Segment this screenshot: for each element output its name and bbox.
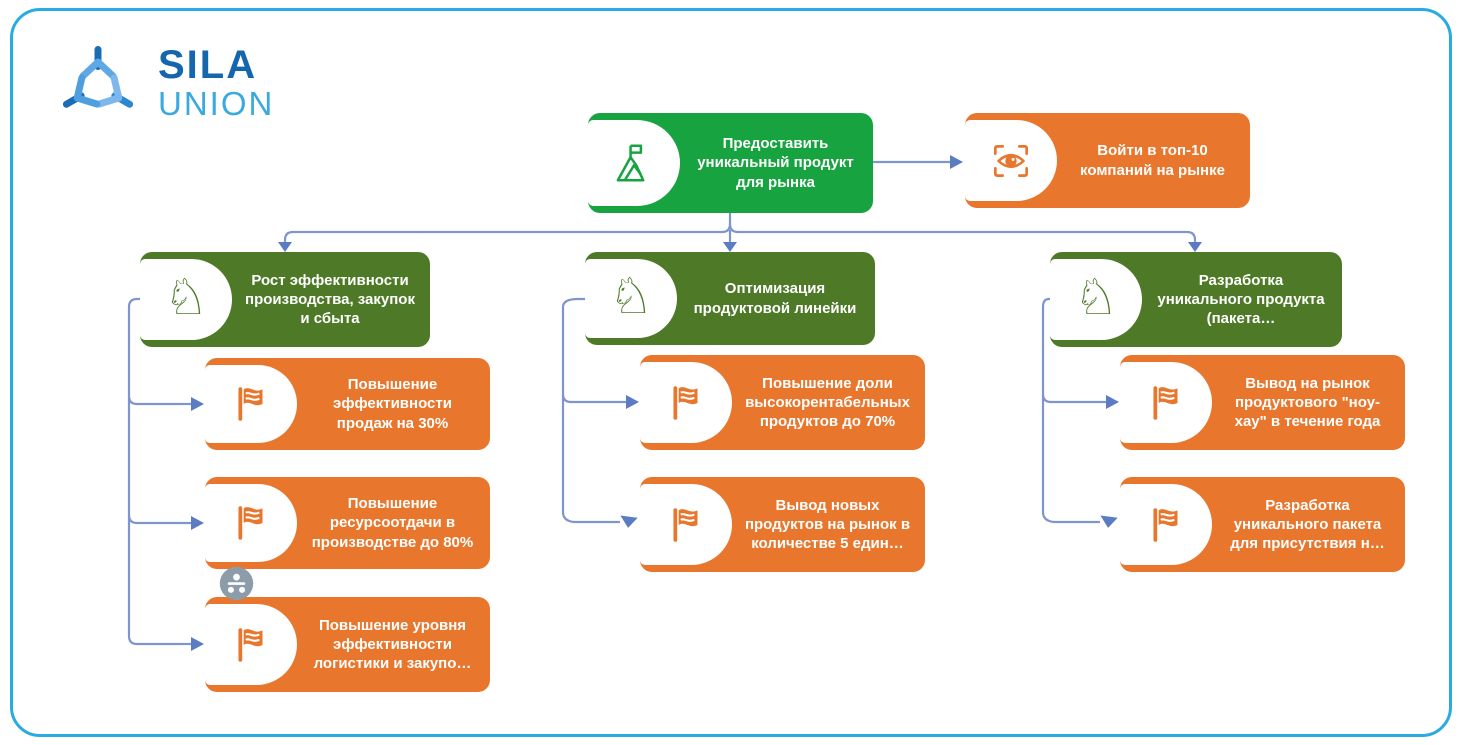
goal-node[interactable] xyxy=(205,358,490,450)
node-icon-cap xyxy=(205,604,297,685)
goal-label: Вывод на рынок продуктового "ноу-хау" в течение года xyxy=(1234,374,1381,431)
goal-node[interactable] xyxy=(1120,355,1405,450)
goal-node[interactable] xyxy=(205,597,490,692)
node-icon-cap xyxy=(205,365,297,443)
mountain-flag-icon xyxy=(611,140,657,186)
goal-node[interactable] xyxy=(1120,477,1405,572)
strategy-label: Оптимизация продуктовой линейки xyxy=(693,280,857,317)
goal-label: Повышение эффективности продаж на 30% xyxy=(333,376,452,432)
vision-node[interactable] xyxy=(965,113,1250,208)
vision-label: Войти в топ-10 компаний на рынке xyxy=(1080,142,1225,179)
flag-icon xyxy=(228,500,274,546)
logo-text-sila: SILA xyxy=(158,42,258,87)
flag-icon xyxy=(228,622,274,668)
node-icon-cap xyxy=(588,120,680,206)
node-icon-cap xyxy=(585,259,677,338)
flag-icon xyxy=(228,381,274,427)
goal-node[interactable] xyxy=(205,477,490,569)
node-icon-cap xyxy=(1120,484,1212,565)
node-icon-cap xyxy=(205,484,297,562)
root-goal-node[interactable] xyxy=(588,113,873,213)
flag-icon xyxy=(1143,502,1189,548)
logo-text-union: UNION xyxy=(158,84,275,122)
decomposition-badge[interactable] xyxy=(219,566,254,601)
node-icon-cap xyxy=(965,120,1057,201)
node-icon-cap xyxy=(140,259,232,340)
knight-icon: ♘ xyxy=(608,267,654,325)
strategy-node-2[interactable] xyxy=(585,252,875,345)
goal-label: Вывод новых продуктов на рынок в количестве 5 един… xyxy=(744,496,911,553)
node-icon-cap xyxy=(1050,259,1142,340)
goal-label: Повышение ресурсоотдачи в производстве до 80% xyxy=(311,495,474,551)
root-goal-label: Предоставить уникальный продукт для рынка xyxy=(697,135,854,191)
strategy-node-3[interactable] xyxy=(1050,252,1342,347)
knight-icon: ♘ xyxy=(1073,268,1119,326)
node-icon-cap xyxy=(1120,362,1212,443)
node-icon-cap xyxy=(640,484,732,565)
goal-node[interactable] xyxy=(640,477,925,572)
flag-icon xyxy=(663,380,709,426)
flag-icon xyxy=(663,502,709,548)
eye-target-icon xyxy=(988,138,1034,184)
node-icon-cap xyxy=(640,362,732,443)
goal-node[interactable] xyxy=(640,355,925,450)
goal-label: Разработка уникального пакета для присутствия н… xyxy=(1230,496,1385,553)
strategy-label: Разработка уникального продукта (пакета… xyxy=(1157,271,1325,328)
knight-icon: ♘ xyxy=(163,268,209,326)
strategy-node-1[interactable] xyxy=(140,252,430,347)
flag-icon xyxy=(1143,380,1189,426)
goal-label: Повышение уровня эффективности логистики и закупо… xyxy=(313,616,472,673)
strategy-label: Рост эффективности производства, закупок и сбыта xyxy=(245,271,415,328)
goal-label: Повышение доли высокорентабельных продуктов до 70% xyxy=(745,374,910,431)
